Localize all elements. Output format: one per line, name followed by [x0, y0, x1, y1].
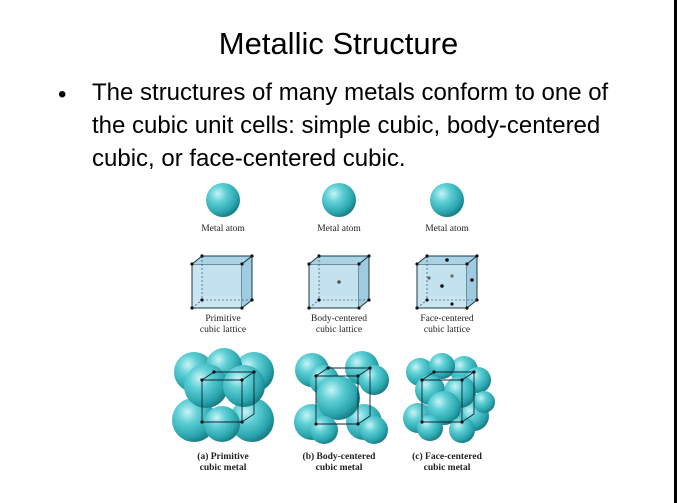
- bullet-icon: •: [58, 81, 67, 108]
- bullet-point: [58, 76, 638, 175]
- face-centered-cubic-lattice: [415, 254, 481, 312]
- primitive-metal-label: (a) Primitive cubic metal: [197, 452, 249, 473]
- primitive-cubic-lattice: [190, 254, 256, 312]
- slide-title: Metallic Structure: [218, 26, 459, 61]
- metal-atom-sphere-3: [429, 182, 465, 218]
- face-centered-lattice-label: Face-centered cubic lattice: [420, 314, 474, 335]
- body-centered-lattice-label: Body-centered cubic lattice: [311, 314, 367, 335]
- body-centered-metal-label: (b) Body-centered cubic metal: [302, 452, 376, 473]
- body-centered-cubic-metal: [290, 350, 390, 446]
- primitive-lattice-label: Primitive cubic lattice: [199, 314, 247, 335]
- metal-atom-label-3: Metal atom: [425, 224, 469, 234]
- bullet-text: The structures of many metals conform to one of the cubic unit cells: simple cubic, body-centered cubic, or face-centered cubic.: [92, 79, 609, 172]
- metal-atom-sphere-1: [205, 182, 241, 218]
- body-centered-cubic-lattice: [307, 254, 373, 312]
- metal-atom-label-1: Metal atom: [201, 224, 245, 234]
- primitive-cubic-metal: [172, 350, 276, 446]
- metal-atom-label-2: Metal atom: [317, 224, 361, 234]
- face-centered-cubic-metal: [400, 352, 496, 444]
- metal-atom-sphere-2: [321, 182, 357, 218]
- face-centered-metal-label: (c) Face-centered cubic metal: [412, 452, 482, 473]
